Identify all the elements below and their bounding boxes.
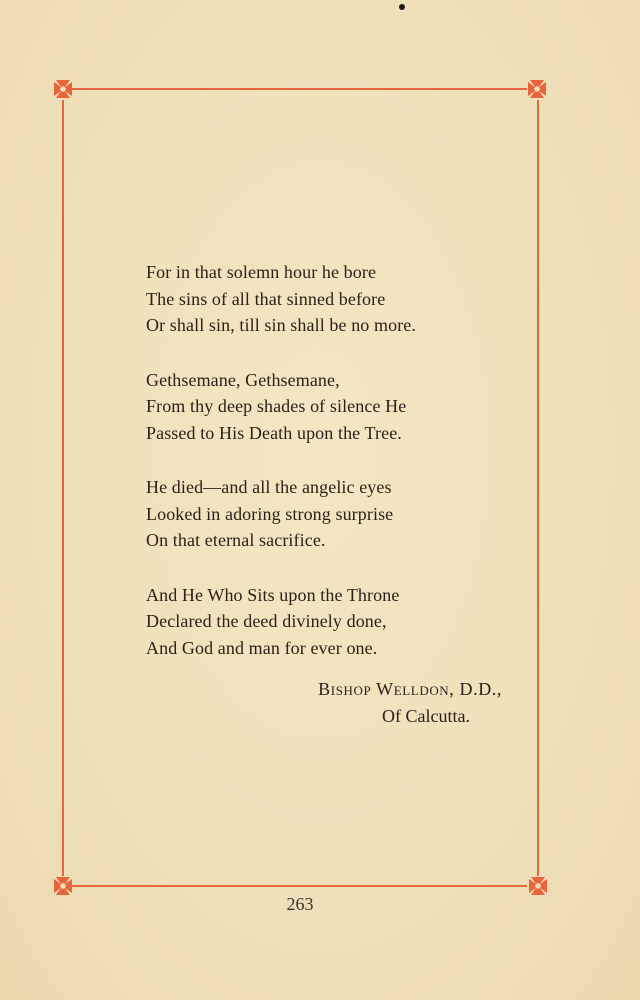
ink-speck bbox=[399, 4, 405, 10]
stanza-4 bbox=[146, 582, 486, 662]
stanza-3 bbox=[146, 474, 486, 554]
poem-line: Passed to His Death upon the Tree. bbox=[146, 422, 402, 443]
poem-line: He died—and all the angelic eyes bbox=[146, 477, 392, 497]
stanza-2 bbox=[146, 367, 486, 447]
poem-line: And He Who Sits upon the Throne bbox=[146, 584, 400, 605]
poem-line: From thy deep shades of silence He bbox=[146, 396, 407, 416]
attribution bbox=[300, 676, 502, 730]
border-right bbox=[537, 100, 539, 876]
author-place: Of Calcutta. bbox=[382, 706, 470, 726]
maltese-cross-icon bbox=[526, 78, 548, 100]
stanza-1 bbox=[146, 259, 486, 339]
poem-line: For in that solemn hour he bore bbox=[146, 262, 377, 282]
border-top bbox=[72, 88, 527, 90]
author-name: Bishop Welldon, D.D., bbox=[318, 679, 502, 699]
border-bottom bbox=[72, 885, 527, 887]
poem-line: On that eternal sacrifice. bbox=[146, 530, 326, 550]
poem bbox=[146, 259, 486, 689]
poem-line: The sins of all that sinned before bbox=[146, 288, 386, 309]
border-left bbox=[62, 100, 64, 876]
poem-line: Or shall sin, till sin shall be no more. bbox=[146, 315, 416, 335]
poem-line: Gethsemane, Gethsemane, bbox=[146, 369, 340, 390]
poem-line: And God and man for ever one. bbox=[146, 637, 378, 658]
poem-line: Declared the deed divinely done, bbox=[146, 611, 387, 631]
poem-line: Looked in adoring strong surprise bbox=[146, 503, 394, 524]
page-number: 263 bbox=[286, 894, 314, 914]
maltese-cross-icon bbox=[52, 78, 74, 100]
